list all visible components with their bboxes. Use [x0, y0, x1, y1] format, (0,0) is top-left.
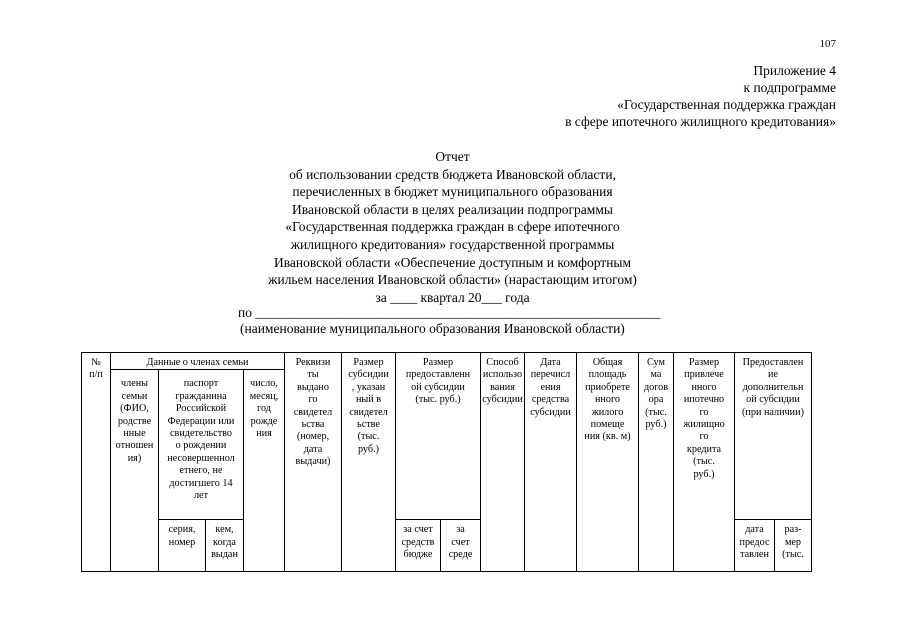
usage-method-header — [481, 353, 525, 572]
passport-header — [159, 370, 244, 520]
report-table — [81, 352, 812, 572]
header-text-line: Федерации или — [167, 415, 235, 427]
family-data-header: Данные о членах семьи — [111, 353, 285, 370]
header-text-line: , указан — [351, 381, 386, 393]
header-text-line: Размер — [353, 357, 384, 368]
municipality-note: (наименование муниципального образования Ивановской области) — [240, 321, 625, 336]
header-text-line: ьства — [301, 419, 325, 431]
header-text-line: отношен — [115, 440, 154, 452]
header-text-line: за счет — [403, 524, 433, 536]
header-text-line: нного — [594, 394, 621, 406]
header-text-line: раз- — [784, 524, 802, 536]
birth-date-header — [244, 370, 285, 572]
header-text-line: свидетел — [293, 406, 333, 418]
header-text-line: предос — [739, 536, 770, 548]
header-text-line: гражданина — [175, 390, 227, 402]
header-text-line: перечисл — [530, 369, 571, 381]
header-text-line: Размер — [422, 357, 454, 368]
header-text-line: лет — [193, 490, 209, 502]
header-text-line: ия) — [127, 452, 142, 464]
header-text-line: № — [91, 357, 101, 368]
funds-part-2-header — [441, 520, 481, 572]
header-text-line: п/п — [89, 369, 103, 381]
header-text-line: год — [257, 403, 271, 415]
header-text-line: жилищно — [683, 419, 725, 431]
header-text-line: Реквизи — [295, 357, 331, 368]
header-text-line: за — [456, 524, 465, 536]
header-text-line: ты — [307, 369, 319, 381]
header-text-line: месяц, — [249, 390, 279, 402]
header-text-line: ния (кв. м) — [584, 431, 631, 443]
page-number: 107 — [819, 38, 836, 50]
header-text-line: (тыс. руб.) — [415, 394, 461, 406]
header-text-line: несовершеннол — [167, 452, 235, 464]
header-text-line: номер — [168, 536, 196, 548]
header-text-line: счет — [451, 536, 470, 548]
appendix-line: Приложение 4 — [753, 63, 836, 78]
header-text-line: го — [699, 431, 709, 443]
title-line: Отчет — [435, 149, 470, 164]
header-text-line: привлече — [684, 369, 724, 381]
header-text-line: (тыс. — [645, 406, 667, 418]
title-line: Ивановской области «Обеспечение доступным и комфортным — [273, 254, 632, 270]
header-text-line: помеще — [590, 419, 625, 431]
header-text-line: (тыс. — [782, 549, 804, 561]
header-text-line: (тыс. — [357, 431, 380, 443]
header-text-line: свидетел — [349, 406, 388, 418]
header-text-line: нные — [123, 428, 146, 440]
title-line: перечисленных в бюджет муниципального образования — [292, 184, 613, 200]
header-text-line: Российской — [175, 403, 227, 415]
header-text-line: паспорт — [183, 378, 219, 390]
header-text-line: дополнительн — [742, 381, 804, 393]
header-text-line: выдано — [297, 381, 329, 393]
municipality-line: по ____________________________________________________________ — [238, 305, 661, 320]
header-text-line: ный в — [355, 394, 382, 406]
header-text-line: Общая — [592, 357, 623, 368]
transfer-date-header — [525, 353, 577, 572]
title-line: об использовании средств бюджета Ивановской области, — [289, 166, 616, 182]
header-text-line: свидетельство — [169, 428, 232, 440]
header-text-line: тавлен — [740, 549, 769, 561]
header-text-line: (ФИО, — [120, 403, 149, 415]
header-text-line: ьстве — [357, 419, 380, 431]
header-text-line: кем, — [215, 524, 234, 536]
family-members-header — [111, 370, 159, 572]
header-text-line: площадь — [588, 369, 627, 381]
subsidy-provided-header — [396, 353, 481, 520]
header-text-line: Сум — [647, 357, 665, 368]
header-text-line: вания — [490, 381, 515, 393]
appendix-line: «Государственная поддержка граждан — [617, 97, 836, 112]
header-text-line: Дата — [540, 357, 561, 368]
header-text-line: руб.) — [357, 443, 380, 455]
date-provided-header — [735, 520, 775, 572]
header-text-line: Размер — [688, 357, 720, 368]
header-text-line: выдачи) — [295, 456, 331, 468]
header-text-line: приобрете — [585, 381, 630, 393]
header-text-line: догов — [643, 381, 669, 393]
header-text-line: среде — [448, 549, 473, 561]
header-text-line: выдан — [211, 549, 238, 561]
header-text-line: кредита — [686, 443, 722, 455]
contract-sum-header — [639, 353, 674, 572]
additional-subsidy-header — [735, 353, 812, 520]
header-text-line: серия, — [168, 524, 196, 536]
header-text-line: субсидии — [482, 394, 523, 406]
header-text-line: субсидии — [530, 406, 571, 418]
header-text-line: средств — [401, 536, 435, 548]
header-text-line: нного — [691, 381, 717, 393]
title-line: Ивановской области в целях реализации подпрограммы — [292, 201, 613, 217]
header-text-line: ора — [648, 394, 664, 406]
header-text-line: руб.) — [693, 468, 715, 480]
subsidy-in-certificate-header — [342, 353, 396, 572]
header-text-line: жилого — [591, 406, 624, 418]
header-text-line: ой субсидии — [411, 381, 465, 393]
header-text-line: о рождении — [175, 440, 227, 452]
header-text-line: ения — [540, 381, 561, 393]
header-text-line: Предоставлен — [742, 357, 804, 368]
funds-part-1-header — [396, 520, 441, 572]
header-text-line: дата — [745, 524, 764, 536]
header-text-line: (тыс. — [693, 456, 715, 468]
header-text-line: (при наличии) — [742, 406, 804, 418]
appendix-line: к подпрограмме — [743, 80, 836, 95]
loan-amount-header — [674, 353, 735, 572]
certificate-details-header — [285, 353, 342, 572]
num-header — [82, 353, 111, 572]
appendix-header — [565, 62, 836, 130]
size-provided-header — [775, 520, 812, 572]
header-text-line: го — [308, 394, 318, 406]
header-text-line: достигшего 14 — [169, 477, 233, 489]
series-number-header — [159, 520, 206, 572]
header-text-line: когда — [213, 536, 236, 548]
header-text-line: средства — [531, 394, 570, 406]
header-text-line: мер — [784, 536, 802, 548]
header-text-line: родстве — [117, 415, 152, 427]
header-text-line: (номер, — [296, 431, 330, 443]
header-text-line: етнего, не — [179, 465, 223, 477]
header-text-line: ие — [768, 369, 778, 381]
issued-by-header — [206, 520, 244, 572]
header-text-line: ния — [256, 428, 272, 440]
header-text-line: Способ — [486, 357, 519, 368]
appendix-line: в сфере ипотечного жилищного кредитования» — [565, 114, 836, 129]
header-text-line: го — [699, 406, 709, 418]
report-title — [0, 148, 905, 306]
header-text-line: бюдже — [403, 549, 433, 561]
header-text-line: число, — [250, 378, 278, 390]
header-text-line: использо — [482, 369, 523, 381]
header-row — [82, 353, 812, 370]
title-line: жильем населения Ивановской области» (нарастающим итогом) — [268, 272, 637, 288]
total-area-header — [577, 353, 639, 572]
title-line: жилищного кредитования» государственной программы — [290, 236, 615, 252]
header-text-line: рожде — [250, 415, 278, 427]
header-text-line: члены — [120, 378, 149, 390]
header-text-line: руб.) — [645, 419, 667, 431]
header-text-line: субсидии — [348, 369, 389, 381]
header-text-line: предоставленн — [405, 369, 471, 381]
header-text-line: ой субсидии — [746, 394, 800, 406]
header-text-line: ипотечно — [683, 394, 725, 406]
header-text-line: ма — [650, 369, 662, 381]
title-line: «Государственная поддержка граждан в сфере ипотечного — [285, 219, 620, 235]
header-text-line: дата — [303, 443, 323, 455]
title-line: за ____ квартал 20___ года — [375, 289, 530, 305]
header-text-line: семьи — [121, 390, 148, 402]
